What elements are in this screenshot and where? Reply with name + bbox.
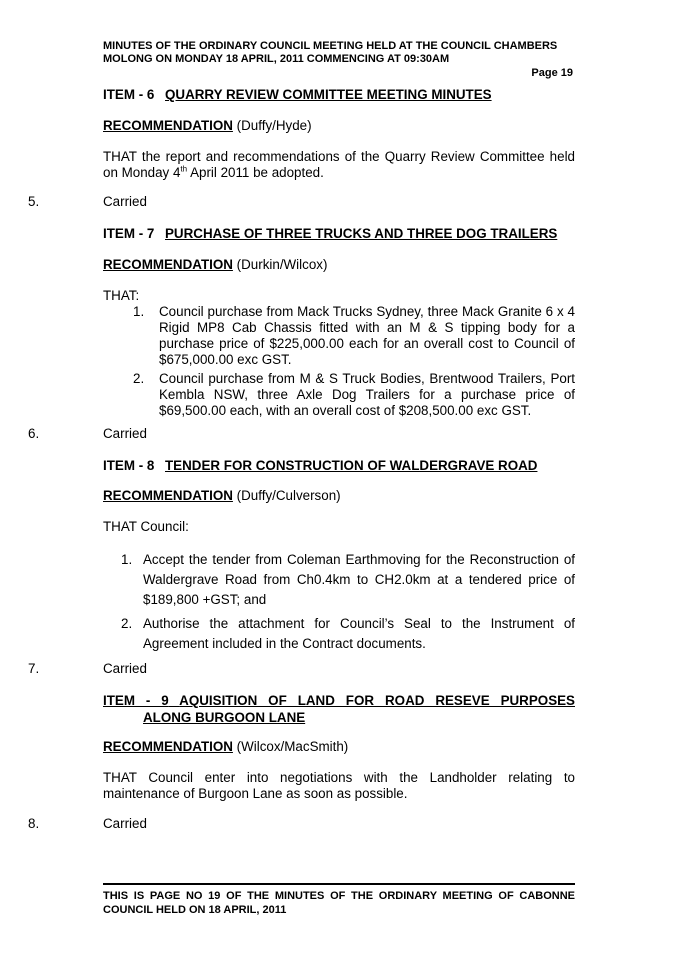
item-7-intro: THAT: bbox=[103, 288, 140, 303]
body-text: THAT the report and recommendations of the Quarry Review Committee held on Monday 4 bbox=[103, 149, 575, 180]
recommendation-label: RECOMMENDATION bbox=[103, 257, 233, 272]
resolution-result: Carried bbox=[103, 661, 147, 676]
item-8-recommendation bbox=[103, 487, 341, 504]
item-number: ITEM - 8 bbox=[103, 458, 155, 473]
list-item bbox=[133, 304, 575, 368]
page-number: Page 19 bbox=[531, 67, 573, 79]
resolution-number: 6. bbox=[28, 426, 40, 441]
item-number: ITEM - 6 bbox=[103, 87, 155, 102]
item-title: PURCHASE OF THREE TRUCKS AND THREE DOG TRAILERS bbox=[165, 226, 558, 241]
resolution-result: Carried bbox=[103, 194, 147, 209]
list-text: Authorise the attachment for Council’s Seal to the Instrument of Agreement included in the Contract documents. bbox=[143, 616, 575, 651]
list-item bbox=[121, 550, 575, 610]
header-line-1: MINUTES OF THE ORDINARY COUNCIL MEETING HELD AT THE COUNCIL CHAMBERS bbox=[103, 40, 558, 52]
resolution-result: Carried bbox=[103, 816, 147, 831]
item-8-heading bbox=[103, 457, 575, 474]
item-number: ITEM - 7 bbox=[103, 226, 155, 241]
list-text: Council purchase from M & S Truck Bodies, Brentwood Trailers, Port Kembla NSW, three Axle Dog Trailers for a purchase price of $69,500.00 each, with an overall cost of $208,500.00 exc GST. bbox=[159, 371, 575, 418]
list-number: 1. bbox=[121, 552, 133, 567]
item-title-line-1: AQUISITION OF LAND FOR ROAD RESEVE PURPOSES bbox=[179, 693, 575, 708]
item-7-heading bbox=[103, 225, 575, 242]
list-number: 1. bbox=[133, 304, 145, 319]
superscript: th bbox=[180, 164, 188, 174]
list-text: Accept the tender from Coleman Earthmoving for the Reconstruction of Waldergrave Road from Ch0.4km to CH2.0km at a tendered price of $189,800 +GST; and bbox=[143, 552, 575, 607]
movers: (Durkin/Wilcox) bbox=[236, 257, 328, 272]
movers: (Wilcox/MacSmith) bbox=[236, 739, 349, 754]
resolution-number: 5. bbox=[28, 194, 40, 209]
item-9-body: THAT Council enter into negotiations with the Landholder relating to maintenance of Burgoon Lane as soon as possible. bbox=[103, 770, 575, 801]
header-line-2: MOLONG ON MONDAY 18 APRIL, 2011 COMMENCING AT 09:30AM bbox=[103, 53, 450, 65]
item-number: ITEM - 9 bbox=[103, 693, 169, 708]
list-number: 2. bbox=[121, 616, 133, 631]
resolution-number: 8. bbox=[28, 816, 40, 831]
list-text: Council purchase from Mack Trucks Sydney, three Mack Granite 6 x 4 Rigid MP8 Cab Chassis fitted with an M & S tipping body for a purchase price of $225,000.00 each for an overall cost to Council of $675,000.00 exc GST. bbox=[159, 304, 575, 367]
recommendation-label: RECOMMENDATION bbox=[103, 739, 233, 754]
list-item bbox=[121, 614, 575, 654]
item-8-intro: THAT Council: bbox=[103, 519, 189, 534]
item-7-recommendation bbox=[103, 256, 327, 273]
item-6-heading bbox=[103, 86, 575, 103]
movers: (Duffy/Culverson) bbox=[236, 488, 341, 503]
recommendation-label: RECOMMENDATION bbox=[103, 488, 233, 503]
item-9-recommendation bbox=[103, 738, 348, 755]
movers: (Duffy/Hyde) bbox=[236, 118, 312, 133]
resolution-number: 7. bbox=[28, 661, 40, 676]
item-6-body bbox=[103, 149, 575, 181]
body-text-end: April 2011 be adopted. bbox=[187, 165, 324, 180]
item-title-line-2: ALONG BURGOON LANE bbox=[143, 710, 306, 725]
list-item bbox=[133, 371, 575, 419]
recommendation-label: RECOMMENDATION bbox=[103, 118, 233, 133]
item-title: TENDER FOR CONSTRUCTION OF WALDERGRAVE ROAD bbox=[165, 458, 538, 473]
footer-divider bbox=[103, 883, 575, 885]
item-9-heading bbox=[103, 692, 575, 709]
item-title: QUARRY REVIEW COMMITTEE MEETING MINUTES bbox=[165, 87, 492, 102]
item-6-recommendation bbox=[103, 117, 312, 134]
resolution-result: Carried bbox=[103, 426, 147, 441]
document-header bbox=[103, 40, 575, 66]
list-number: 2. bbox=[133, 371, 145, 386]
document-footer: THIS IS PAGE NO 19 OF THE MINUTES OF THE ORDINARY MEETING OF CABONNE COUNCIL HELD ON 18 APRIL, 2011 bbox=[103, 890, 575, 916]
